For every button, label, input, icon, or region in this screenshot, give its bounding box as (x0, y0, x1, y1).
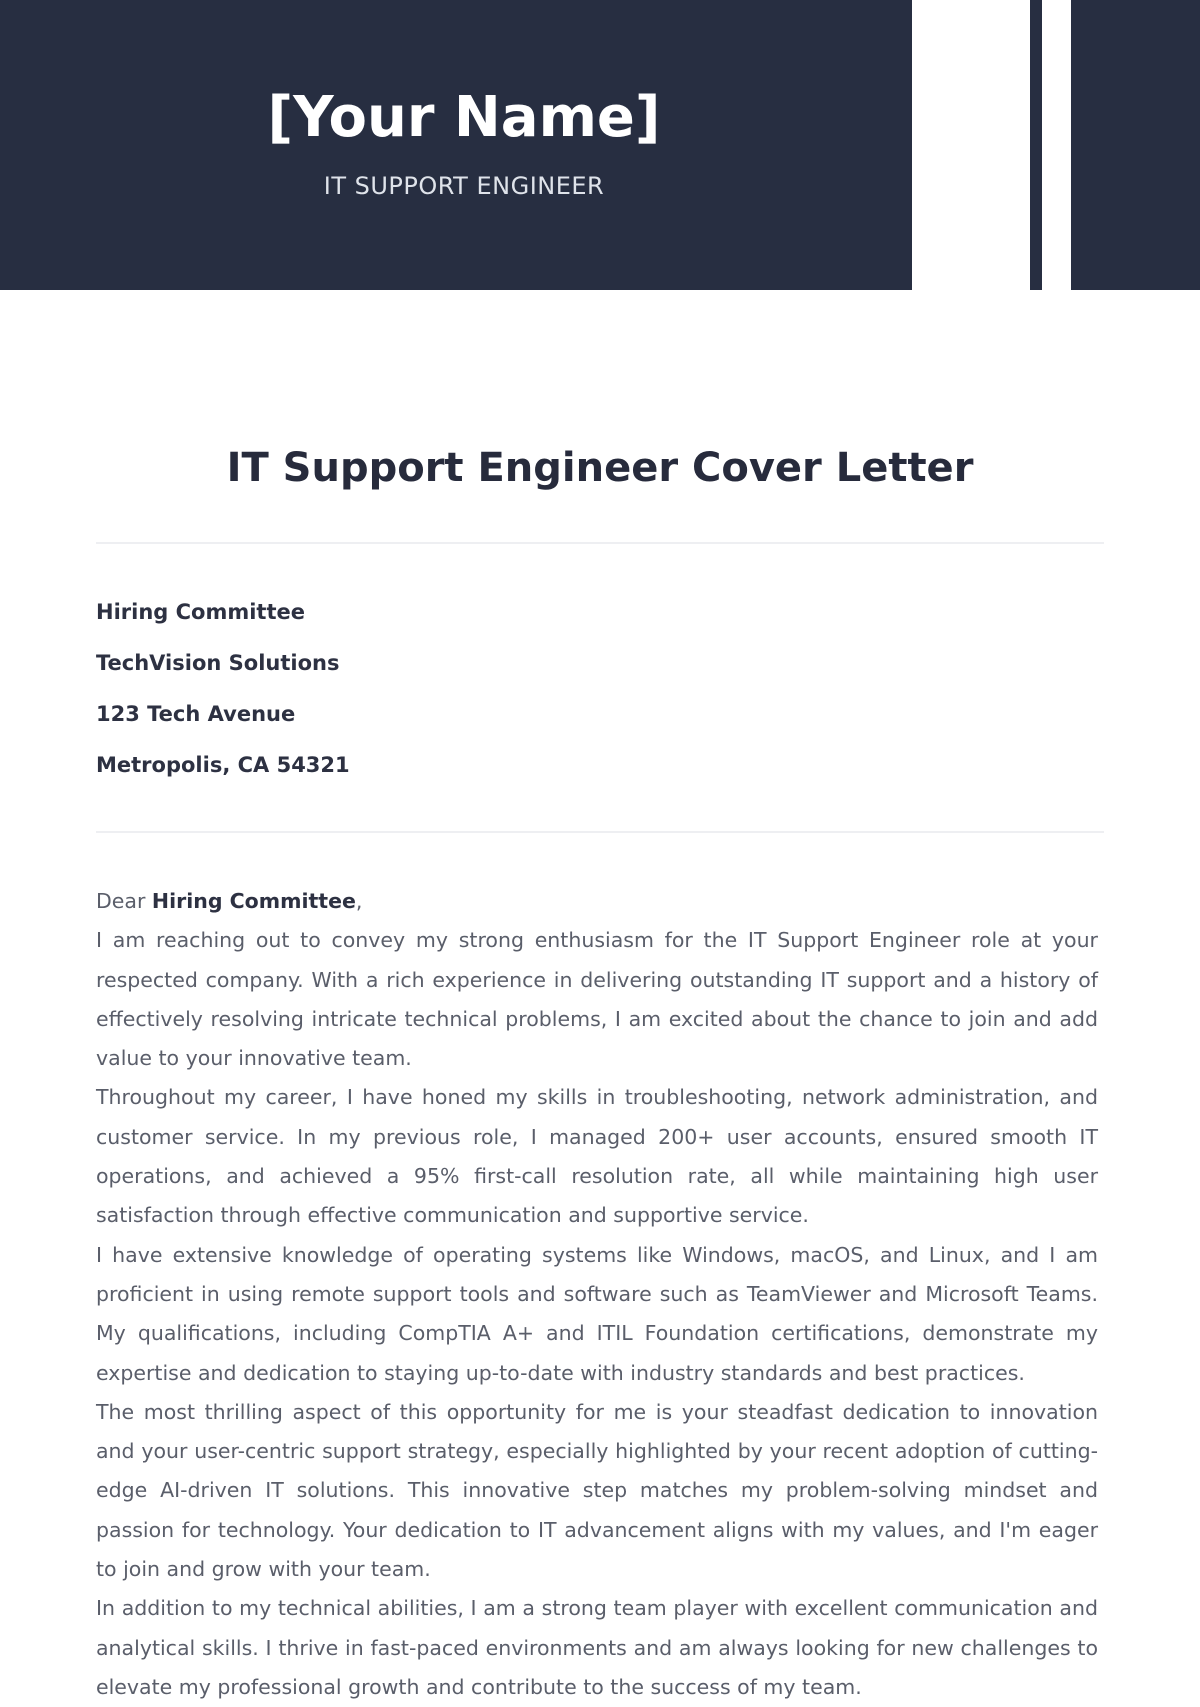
header-stripe-narrow (1030, 0, 1042, 290)
salutation (96, 882, 1098, 921)
divider-bottom (96, 831, 1104, 833)
letter-paragraph: In addition to my technical abilities, I am a strong team player with excellent communication and analytical skills. I thrive in fast-paced environments and am always looking for new challenges to elevate my professional growth and contribute to the success of my team. (96, 1596, 1098, 1699)
document-title: IT Support Engineer Cover Letter (226, 445, 974, 491)
recipient-line: TechVision Solutions (96, 651, 340, 675)
applicant-role: IT SUPPORT ENGINEER (323, 172, 605, 200)
recipient-line: 123 Tech Avenue (96, 702, 296, 726)
letter-paragraph: I have extensive knowledge of operating systems like Windows, macOS, and Linux, and I am proficient in using remote support tools and software such as TeamViewer and Microsoft Teams. My qualifications, including CompTIA A+ and ITIL Foundation certifications, demonstrate my expertise and dedication to staying up-to-date with industry standards and best practices. (96, 1242, 1098, 1385)
recipient-address-block (96, 596, 796, 800)
salutation-suffix: , (355, 889, 363, 913)
letter-paragraph: The most thrilling aspect of this opportunity for me is your steadfast dedication to innovation and your user-centric support strategy, especially highlighted by your recent adoption of cutting-edge AI-driven IT solutions. This innovative step matches my problem-solving mindset and passion for technology. Your dedication to IT advancement aligns with my values, and I'm eager to join and grow with your team. (96, 1399, 1098, 1582)
recipient-line: Metropolis, CA 54321 (96, 753, 350, 777)
salutation-name: Hiring Committee (151, 889, 356, 913)
letter-paragraph: Throughout my career, I have honed my skills in troubleshooting, network administration, and customer service. In my previous role, I managed 200+ user accounts, ensured smooth IT operations, and achieved a 95% first-call resolution rate, all while maintaining high user satisfaction through effective communication and supportive service. (96, 1085, 1098, 1228)
applicant-name: [Your Name] (267, 85, 661, 150)
salutation-prefix: Dear (96, 889, 152, 913)
divider-top (96, 542, 1104, 544)
letter-body (96, 882, 1098, 1707)
letter-paragraph: I am reaching out to convey my strong enthusiasm for the IT Support Engineer role at your respected company. With a rich experience in delivering outstanding IT support and a history of effectively resolving intricate technical problems, I am excited about the chance to join and add value to your innovative team. (96, 928, 1098, 1071)
recipient-line: Hiring Committee (96, 600, 305, 624)
header-stripe-wide (1071, 0, 1200, 290)
